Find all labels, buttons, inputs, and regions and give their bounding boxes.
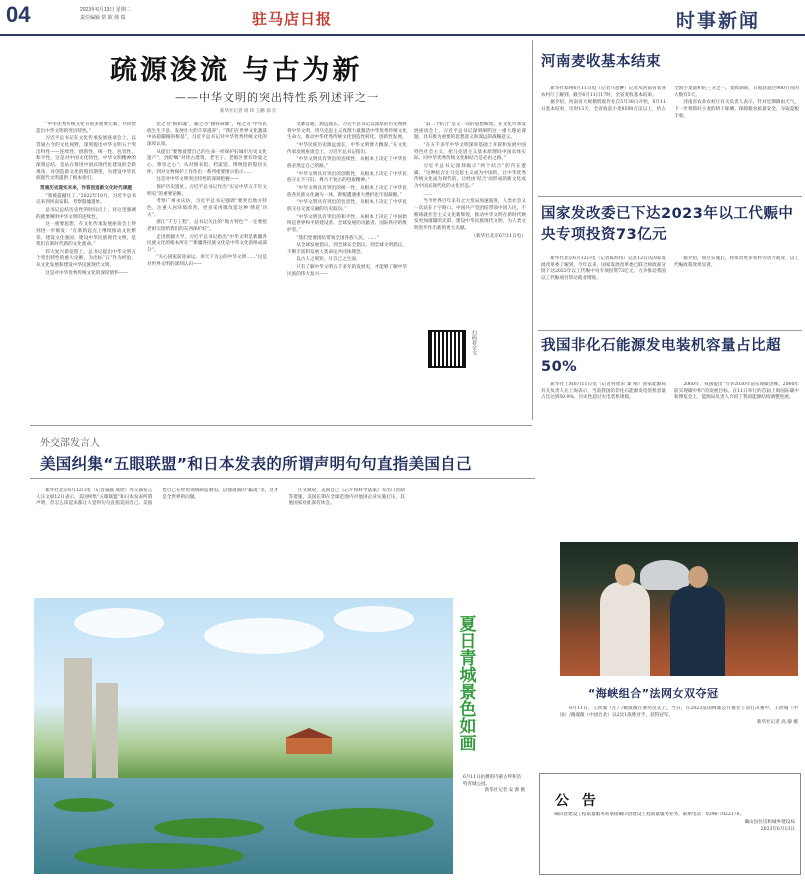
article-body-energy: [541, 382, 799, 532]
section-subhead: 贯通历史现实未来，作答创造新文化时代课题: [40, 185, 132, 191]
lily-pads: [54, 798, 114, 812]
paragraph: 保护历史遗址，习近平总书记作出“实证中华五千年文明史”的重要论断。: [147, 184, 267, 197]
building: [64, 658, 92, 778]
paragraph: 2060年，我国提出“力争2030年前实现碳达峰、2060年前实现碳中和”的发展目标。在11日举行的首届上海国际碳中和博览会上，能源局负责人介绍了我国能源结构调整进展。: [674, 382, 799, 401]
cloud: [334, 606, 414, 632]
paragraph: “中华民族历史源远流长，中华文明博大精深。”在文化传承发展座谈会上，习近平总书记指出。: [287, 142, 407, 155]
pavilion: [274, 728, 344, 758]
section-divider: [30, 425, 532, 426]
article-kicker: 外交部发言人: [40, 438, 100, 449]
paragraph: 习近平总书记在文化传承发展座谈会上，以贯通古今的文化视野，深刻提出中华文明五个突出特性——连续性、创新性、统一性、包容性、和平性。这是对中国文化特性、中华文明精神的深刻总结，是站在推进中国式现代化建设的全新视角，对创造新文化的殷切期望，为建设中华民族现代文明提供了根本指引。: [36, 136, 136, 182]
lily-pads: [74, 843, 244, 869]
page-header: [0, 0, 805, 36]
lily-pads: [154, 818, 264, 838]
paragraph: 新华社北京6月12日电（记者董越 成欣）外交部发言人汪文斌12日表示，美国纠集“五眼联盟”和日本发表所谓声明，但怎么读起来都让人觉得句句直指美国自己。美国也自己在经贸领域制造胁迫、以强凌弱的“霸凌”等，这才是全世界的问题。: [36, 488, 279, 507]
tennis-photo: [560, 542, 798, 676]
paragraph: “中华文明具有突出的和平性，从根本上决定了中国始终是世界和平的建设者、全球发展的贡献者、国际秩序的维护者。”: [287, 214, 407, 233]
article-body-ndrc: [541, 256, 799, 331]
paragraph: 从提出“要像爱惜自己的生命一样保护好城市历史文化遗产”，到盯嘱“对待古建筑、老宅子、老街区要有珍爱之心、尊崇之心”；从对图书馆、档案馆、博物馆的殷切关怀，到对文物保护工作作出一系列重要批示指示……: [147, 149, 267, 175]
issue-date: 2023年6月13日 星期二: [80, 7, 131, 13]
paragraph: 比之为“根和魂”，喻之为“独特命脉”，视之为“中华民族生生不息、发展壮大的丰厚滋养”，“我们在世界文化激荡中站稳脚跟的根基”，习近平总书记对中华优秀传统文化的深厚认知。: [147, 122, 267, 147]
paragraph: 河南省农业农村厅有关负责人表示，针对近期降雨天气，下一步将抓好小麦的烘干晾晒，保障粮食质量安全，夺取夏粮丰收。: [674, 100, 799, 119]
paragraph: 习近平总书记深刻揭示“两个结合”的内在逻辑，“这种结合让马克思主义成为中国的，让中华优秀传统文化成为现代的，让经由‘结合’而形成的新文化成为中国式现代化的文化形态。”: [414, 163, 526, 189]
paragraph: “中华文明具有突出的统一性，从根本上决定了中华民族各民族文化融为一体、即使遭遇重大挫折也牢固凝聚。”: [287, 185, 407, 198]
qr-caption: 扫码看全文: [471, 330, 477, 355]
paragraph: 据介绍，河南省大规模机收作业自5月30日开始，6月11日基本结束，历时13天，全省收获小麦8500万亩以上，约占全国小麦面积的三分之一。麦收期间，日收获超过900万亩的大数有5天。: [541, 86, 799, 112]
main-headline: 疏源浚流 与古为新: [110, 55, 363, 86]
article-title-energy: 我国非化石能源发电装机容量占比超50%: [541, 338, 781, 376]
section-divider: [538, 330, 802, 331]
face: [688, 566, 708, 588]
column-divider: [532, 40, 533, 420]
lily-pads: [294, 808, 434, 838]
tennis-caption-title: “海峡组合”法网女双夺冠: [588, 687, 719, 700]
park-photo: [34, 598, 453, 874]
qr-code[interactable]: [428, 330, 466, 368]
player-right: [670, 586, 725, 676]
paragraph: 文脉贯通，源远流长。习近平总书记以深厚的历史视野将中华文明，用马克思主义真理力量激活中华优秀传统文化生命力，推动中华优秀传统文化创造性转化、创新性发展。: [287, 122, 407, 141]
paragraph: 考察广州永庆坊，习近平总书记强调“要突出地方特色，注重人居环境改善，更多采用微改造这种‘绣花’功夫”。: [147, 199, 267, 218]
paragraph: 以古人之规矩，开自己之生面。: [296, 257, 361, 263]
paragraph: 伟大复兴新征程上，总书记提出中华文明五个突出特性的重大论断，为出标“五”作为经验，从文化发展和建设中华民族现代文明。: [36, 249, 136, 269]
photo-headline: 夏日青城景色如画: [455, 615, 476, 751]
paragraph: “中华文明具有突出的连续性，从根本上决定了中华民族必然走自己的路。”: [287, 157, 407, 169]
face: [615, 564, 635, 586]
main-subtitle: ——中华文明的突出特性系列述评之一: [175, 91, 379, 104]
main-column-4: [414, 122, 526, 328]
paragraph: “在五千多年中华文明深厚基础上开辟和发展中国特色社会主义，把马克思主义基本原理同中国具体实际、同中华优秀传统文化相结合是必由之路。”: [414, 142, 526, 162]
paragraph: 6月11日，王欣瑜（左）/谢淑薇在颁奖仪式上。当日，在2023法国网球公开赛女子双打决赛中，王欣瑜（中国）/谢淑薇（中国台北）以2比1战胜对手，获得冠军。: [560, 706, 798, 718]
section-title: 时事新闻: [676, 10, 761, 32]
photo-credit: 新华社记者 高 静 摄: [756, 720, 798, 726]
paragraph: ……: [423, 191, 433, 197]
paragraph: “中华文明具有突出的创新性，从根本上决定了中华民族守正不守旧、尊古不复古的进取精神。”: [287, 171, 407, 184]
paragraph: “中华优秀传统文化有很多重要元素，共同塑造出中华文明的突出特性。”: [36, 122, 136, 134]
notice-signature: 确山县住房和城乡建设局: [744, 819, 795, 825]
paragraph: 当今世界百年未有之大变局加速演进，人类社会又一次站在十字路口。中国共产党团结带领中国人民，不断铸就社会主义文化新辉煌，推动中华文明在新时代焕发更加璀璨的光彩，建设中华民族现代文明，为人类文明进步作出新的更大贡献。: [414, 199, 526, 231]
paragraph: 这是对中华优秀传统文化的深厚情怀——: [45, 270, 128, 276]
paragraph: “关心国家前途命运、讲天下为公的中华文明……”这是对世界文明的深刻认识——: [147, 255, 267, 268]
paragraph: 浙江“千万工程”，总书记关注的“地方特色”“一定要把老祖宗留给我们的东西保护好”。: [147, 220, 267, 232]
paragraph: 总书记总结历史性的时间点上，对这里强调的就要阐明中华文明的连续性。: [36, 207, 136, 220]
paragraph: 新华社郑州6月11日电（记者马意翀）记者从河南省农业农村厅了解到，截至6月11日17时，全省麦收基本结束。: [541, 86, 666, 98]
paragraph: “我被震撼住了。”2022年10月，习近平总书记来到河南安阳，考察殷墟遗址。: [36, 193, 136, 206]
photo-credit: 新华社记者 安 源 摄: [484, 788, 525, 794]
cloud: [204, 618, 324, 654]
article-title-wheat: 河南麦收基本结束: [541, 54, 661, 70]
paragraph: 只有了解中华文明五千多年的发展史，才能够了解中华民族的伟大复兴——: [287, 265, 407, 277]
page-number: 04: [6, 2, 31, 27]
paragraph: 走进新疆大学，习近平总书记指出“中华文明是新疆各民族文化的根本所在”“新疆各民族文化是中华文化的组成部分”。: [147, 234, 267, 253]
paragraph: 这一重要思想，在文化传承发展座谈会上得到进一步阐发：“在新的起点上继续推动文化繁荣、建设文化强国、建设中华民族现代文明，是我们在新时代新的文化使命。”: [36, 222, 136, 248]
paragraph: 从全球发展倡议、到全球安全倡议、到全球文明倡议，不断丰富和发展人类命运共同体理念。: [287, 243, 407, 255]
section-divider: [30, 478, 535, 479]
tennis-caption: [560, 706, 798, 736]
notice-title: 公 告: [555, 793, 600, 809]
paragraph: 这是对中华文明突出特性的深刻把握——: [156, 177, 239, 183]
player-left: [600, 582, 650, 676]
paragraph: 确山县建设工程质量服务站承接确山县建设工程质量服务业务，联系电话：0396-7022176。: [554, 812, 745, 817]
paragraph: “第二个结合”是又一次的思想解放。在文化传承发展座谈会上，习近平总书记深刻阐明这一重大理论课题，具有极为重要的思想意义和深远的战略意义。: [414, 122, 526, 141]
notice-body: [545, 812, 795, 872]
dateline: （新华社北京6月11日电）: [471, 233, 526, 239]
paragraph: “中华文明具有突出的包容性，从根本上决定了中华民族交往交流交融的历史取向。”: [287, 200, 407, 212]
paragraph: “我们党要团结带领全国各族人民，……”: [296, 235, 379, 241]
building: [96, 683, 118, 778]
main-column-2: [147, 122, 267, 422]
park-caption: [463, 775, 525, 795]
article-title-mfa: 美国纠集“五眼联盟”和日本发表的所谓声明句句直指美国自己: [40, 455, 472, 473]
main-column-1: [36, 122, 136, 422]
paragraph: 汪文斌说，美国自己《芯片和科学法案》等出口管制等措施，美国长期在全球范围内对他国企业实施打压，其他国家对此深有体会。: [288, 488, 405, 507]
main-column-3: [287, 122, 407, 422]
editors: 责任编辑 常 欽 韩 瑞: [80, 15, 126, 21]
header-meta: [80, 6, 131, 22]
main-byline: 新华社记者 周 玮 王鹏 徐 壮: [220, 109, 277, 114]
article-body-wheat: [541, 86, 799, 186]
paragraph: 据介绍，项目实施后，将带动更多农村劳动力就业，以工代赈政策效果显著。: [674, 256, 799, 268]
article-title-ndrc: 国家发改委已下达2023年以工代赈中央专项投资73亿元: [541, 206, 794, 244]
trophy-icon: [640, 560, 690, 590]
paragraph: 新华社上海6月11日电（记者何欣荣 秦 刚）国家能源局有关负责人在上海表示，当前我国的非化石能源发电装机容量占比达到50.9%，历史性超过火电装机规模。: [541, 382, 666, 401]
section-divider: [538, 196, 802, 197]
newspaper-logo: 驻马店日报: [252, 10, 333, 28]
article-body-mfa: [36, 488, 531, 588]
cloud: [74, 608, 164, 638]
paragraph: 6月11日拍摄的内蒙古呼和浩特青城公园。: [463, 775, 522, 787]
notice-date: 2023年6月13日: [760, 827, 795, 833]
paragraph: 新华社北京6月12日电（记者陈炜伟）记者12日从国家发展改革委了解到，今年以来，国家发展改革委已联合财政部分批下达2023年以工代赈中央专项投资73亿元，力争推动我国以工代赈项目带动就业增收。: [541, 256, 666, 281]
